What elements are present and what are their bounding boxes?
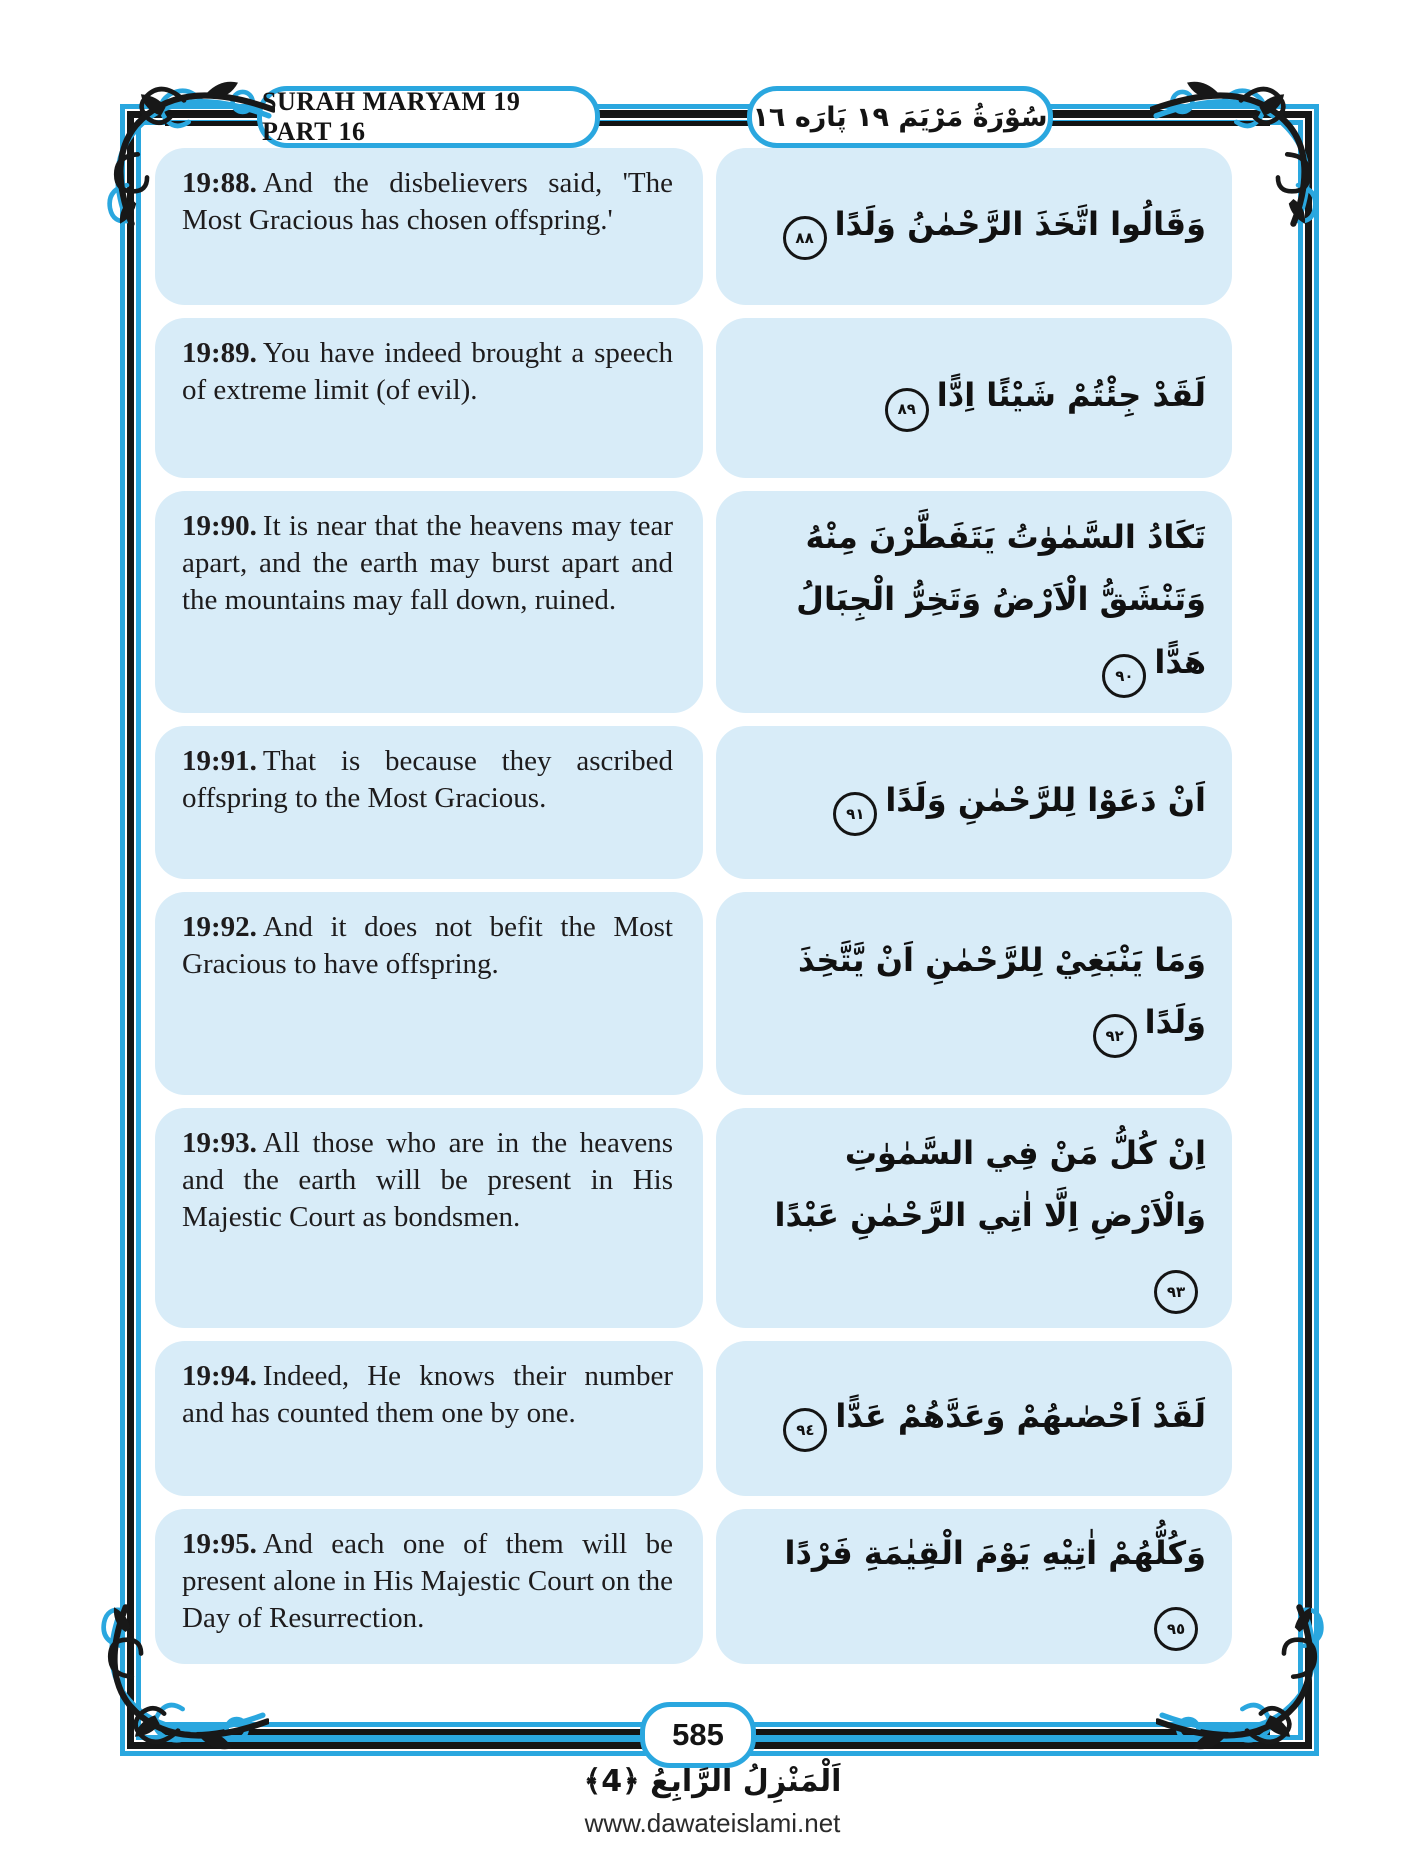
manzil-arabic-text: اَلْمَنْزِلُ الرَّابِعُ: [650, 1764, 842, 1799]
verse-english: [155, 1108, 703, 1328]
corner-flourish-icon: [90, 68, 275, 253]
ayah-number-badge: ٨٨: [783, 216, 827, 260]
corner-flourish-icon: [1150, 68, 1335, 253]
verse-row: [155, 1108, 1232, 1328]
verse-row: [155, 892, 1232, 1095]
verse-translation: And it does not befit the Most Gracious to have offspring.: [182, 911, 673, 980]
arabic-text: لَقَدْ جِئْتُمْ شَيْئًا اِدًّا: [936, 376, 1206, 415]
ayah-number-badge: ٩٥: [1154, 1607, 1198, 1651]
verse-row: [155, 148, 1232, 305]
arabic-text: اَنْ دَعَوْا لِلرَّحْمٰنِ وَلَدًا: [885, 780, 1206, 819]
ayah-number-badge: ٨٩: [885, 388, 929, 432]
header-title-english-label: SURAH MARYAM 19 PART 16: [262, 87, 521, 146]
verse-row: [155, 491, 1232, 713]
verse-arabic: [716, 726, 1232, 879]
verse-translation: Indeed, He knows their number and has counted them one by one.: [182, 1360, 673, 1429]
verse-arabic: [716, 1108, 1232, 1328]
verse-english: [155, 1341, 703, 1496]
arabic-text: اِنْ كُلُّ مَنْ فِي السَّمٰوٰتِ وَالْاَرْضِ اِلَّا اٰتِي الرَّحْمٰنِ عَبْدًا: [774, 1133, 1206, 1235]
header-title-english: [257, 86, 600, 148]
verse-arabic: [716, 491, 1232, 713]
verse-english: [155, 318, 703, 478]
verse-translation: It is near that the heavens may tear apart, and the earth may burst apart and the mountains may fall down, ruined.: [182, 510, 673, 616]
verse-ref: 19:90.: [182, 510, 257, 542]
verse-english: [155, 726, 703, 879]
verse-list: [155, 148, 1232, 1677]
verse-translation: You have indeed brought a speech of extreme limit (of evil).: [182, 337, 673, 406]
arabic-text: وَمَا يَنْبَغِيْ لِلرَّحْمٰنِ اَنْ يَّتَّخِذَ وَلَدًا: [797, 940, 1206, 1041]
website-url: [0, 1808, 1425, 1839]
manzil-number: ﴿4﴾: [583, 1764, 640, 1799]
verse-ref: 19:88.: [182, 167, 257, 199]
ayah-number-badge: ٩٠: [1102, 654, 1146, 698]
header-title-arabic: [747, 86, 1053, 148]
arabic-text: وَقَالُوا اتَّخَذَ الرَّحْمٰنُ وَلَدًا: [834, 204, 1206, 243]
arabic-text: لَقَدْ اَحْصٰىهُمْ وَعَدَّهُمْ عَدًّا: [835, 1396, 1206, 1435]
ayah-number-badge: ٩٤: [783, 1408, 827, 1452]
arabic-text: وَكُلُّهُمْ اٰتِيْهِ يَوْمَ الْقِيٰمَةِ فَرْدًا: [784, 1533, 1206, 1572]
website-url-text: www.dawateislami.net: [584, 1808, 841, 1838]
arabic-text: تَكَادُ السَّمٰوٰتُ يَتَفَطَّرْنَ مِنْهُ وَتَنْشَقُّ الْاَرْضُ وَتَخِرُّ الْجِبَالُ هَدًّا: [796, 517, 1206, 681]
verse-english: [155, 491, 703, 713]
verse-row: [155, 1509, 1232, 1664]
verse-arabic: [716, 1509, 1232, 1664]
verse-english: [155, 892, 703, 1095]
verse-translation: All those who are in the heavens and the earth will be present in His Majestic Court as bondsmen.: [182, 1127, 673, 1233]
verse-arabic: [716, 892, 1232, 1095]
verse-ref: 19:92.: [182, 911, 257, 943]
verse-arabic: [716, 318, 1232, 478]
corner-flourish-icon: [1156, 1578, 1341, 1763]
ayah-number-badge: ٩١: [833, 792, 877, 836]
verse-row: [155, 318, 1232, 478]
corner-flourish-icon: [84, 1578, 269, 1763]
verse-ref: 19:94.: [182, 1360, 257, 1392]
verse-ref: 19:91.: [182, 745, 257, 777]
verse-ref: 19:95.: [182, 1528, 257, 1560]
verse-ref: 19:89.: [182, 337, 257, 369]
verse-arabic: [716, 1341, 1232, 1496]
verse-ref: 19:93.: [182, 1127, 257, 1159]
ayah-number-badge: ٩٢: [1093, 1014, 1137, 1058]
verse-translation: And the disbelievers said, 'The Most Gracious has chosen offspring.': [182, 167, 673, 236]
verse-row: [155, 726, 1232, 879]
manzil-label: [0, 1764, 1425, 1799]
verse-row: [155, 1341, 1232, 1496]
verse-translation: That is because they ascribed offspring to the Most Gracious.: [182, 745, 673, 814]
header-title-arabic-label: سُوْرَةُ مَرْيَمَ ١٩ پَارَه ١٦: [752, 101, 1048, 133]
verse-translation: And each one of them will be present alone in His Majestic Court on the Day of Resurrection.: [182, 1528, 673, 1634]
page-number: 585: [672, 1717, 724, 1752]
page-number-badge: [640, 1702, 756, 1768]
ayah-number-badge: ٩٣: [1154, 1270, 1198, 1314]
